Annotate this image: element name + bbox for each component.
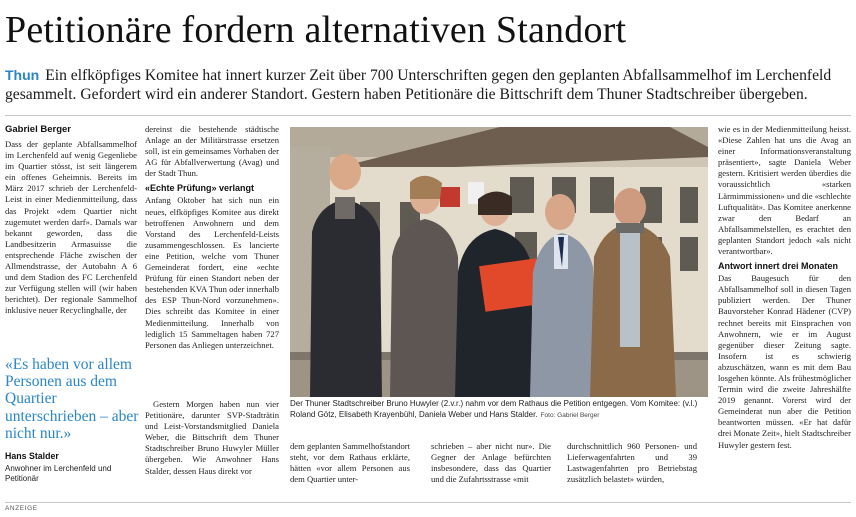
photo-illustration xyxy=(290,127,708,397)
pull-quote-role: Anwohner im Lerchenfeld und Petitionär xyxy=(5,464,112,483)
dateline-place: Thun xyxy=(5,67,40,83)
body-text-col4: schrieben – aber nicht nur». Die Gegner der Anlage befürchten insbesondere, dass das Quartier und die Zufahrtsstrasse «mit xyxy=(431,441,551,485)
pull-quote: «Es haben vor allem Personen aus dem Quartier unterschrieben – aber nicht nur.» xyxy=(5,356,139,442)
lead-paragraph xyxy=(5,66,851,104)
body-text-col1: Dass der geplante Abfallsammelhof im Lerchenfeld auf wenig Gegenliebe im Quartier stösst, ist seit längerem ein offenes Geheimnis. Bereits im März 2017 schrieb der Lerchenfeld-Leist in einer Medienmitteilung, dass das Projekt «dem Quartier nicht zugemutet werden darf». Damals war bekannt geworden, dass die Landbesitzerin Armasuisse die entsprechende Fläche zwischen der Allmendstrasse, der Autobahn A 6 und dem Stadion des FC Lerchenfeld zur Verfügung stellen will (wir haben berichtet). Der regionale Sammelhof inklusive neuer Recyclinghalle, der xyxy=(5,139,137,316)
column-5-bottom xyxy=(567,441,697,485)
footer-divider xyxy=(5,502,851,503)
column-4-bottom xyxy=(431,441,551,485)
headline: Petitionäre fordern alternativen Standort xyxy=(5,9,627,51)
lead-text: Ein elfköpfiges Komitee hat innert kurzer Zeit über 700 Unterschriften gegen den geplanten Abfallsammelhof im Lerchenfeld gesammelt. Gefordert wird ein anderer Standort. Gestern haben Petitionäre die Bittschrift dem Thuner Stadtschreiber übergeben. xyxy=(5,67,832,103)
column-2-bottom xyxy=(145,399,279,477)
column-6 xyxy=(718,124,851,451)
pull-quote-author: Hans Stalder xyxy=(5,451,59,461)
subheading-echte-pruefung: «Echte Prüfung» verlangt xyxy=(145,183,255,194)
body-text-col5: durchschnittlich 960 Personen- und Lieferwagenfahrten und 39 Lastwagenfahrten pro Betriebstag zusätzlich belastet» würden, xyxy=(567,441,697,485)
photo-credit: Foto: Gabriel Berger xyxy=(540,411,600,419)
author-byline: Gabriel Berger xyxy=(5,124,71,135)
body-text-col3: dem geplanten Sammelhofstandort steht, vor dem Rathaus erklärte, hätten «vor allem Personen aus dem Quartier unter- xyxy=(290,441,410,485)
body-text-col6b: Das Baugesuch für den Abfallsammelhof soll in diesen Tagen publiziert werden. Der Thuner Bauvorsteher Konrad Hädener (CVP) rechnet bereits mit Einsprachen von Anwohnern, wie er im August gegenüber dieser Zeitung sagte. Insofern ist es schwierig abzuschätzen, wann es mit dem Bau losgehen könnte. Als frühestmöglicher Termin wird die zweite Jahreshälfte 2019 genannt. Vorerst wird der Gemeinderat nun aber die Petition beantworten müssen. «Er hat dafür drei Monate Zeit», hielt Stadtschreiber Huwyler gestern fest. xyxy=(718,273,851,450)
column-2-top xyxy=(145,124,279,351)
advert-label: ANZEIGE xyxy=(5,505,38,512)
body-text-col2c: Gestern Morgen haben nun vier Petitionäre, darunter SVP-Stadträtin und Leist-Vorstandsmitglied Daniela Weber, die Bittschrift dem Thuner Stadtschreiber Bruno Huwyler Müller übergeben. Wie Anwohner Hans Stalder, dessen Haus direkt vor xyxy=(145,399,279,476)
body-text-col2b: Anfang Oktober hat sich nun ein neues, elfköpfiges Komitee aus direkt betroffenen Anwohnern und dem Vorstand des Lerchenfeld-Leists zusammengeschlossen. Es lancierte eine Petition, welche vom Thuner Gemeinderat fordert, eine «echte Prüfung für einen Standort neben der bestehenden KVA Thun oder innerhalb des ESP Thun-Nord vorzunehmen». Dies schreibt das Komitee in einer Medienmitteilung. Innerhalb von lediglich 15 Sammeltagen haben 727 Personen das Anliegen unterzeichnet. xyxy=(145,195,279,350)
lead-divider xyxy=(5,115,851,116)
body-text-col2a: dereinst die bestehende städtische Anlage an der Militärstrasse ersetzen soll, ist ein gemeinsames Vorhaben der AG für Abfallverwertung (Avag) und der Stadt Thun. xyxy=(145,124,279,179)
column-3-bottom xyxy=(290,441,410,485)
body-text-col6a: wie es in der Medienmitteilung heisst. «Diese Zahlen hat uns die Avag an einer Informationsveranstaltung präsentiert», sagte Daniela Weber gestern. Kritisiert werden überdies die voraussichtlich «starken Lärmimmissionen» und die «schlechte Luftqualität». Das Komitee anerkenne zwar den Bedarf an Abfallsammelstellen, es erachtet den geplanten Standort jedoch «als nicht verantwortbar». xyxy=(718,124,851,257)
caption-text: Der Thuner Stadtschreiber Bruno Huwyler (2.v.r.) nahm vor dem Rathaus die Petition entgegen. Vom Komitee: (v.l.) Roland Götz, Elisabeth Krayenbühl, Daniela Weber und Hans Stalder. xyxy=(290,399,698,419)
subheading-antwort: Antwort innert drei Monaten xyxy=(718,261,838,272)
column-1 xyxy=(5,124,137,317)
news-photo xyxy=(290,127,708,397)
photo-caption xyxy=(290,399,708,421)
